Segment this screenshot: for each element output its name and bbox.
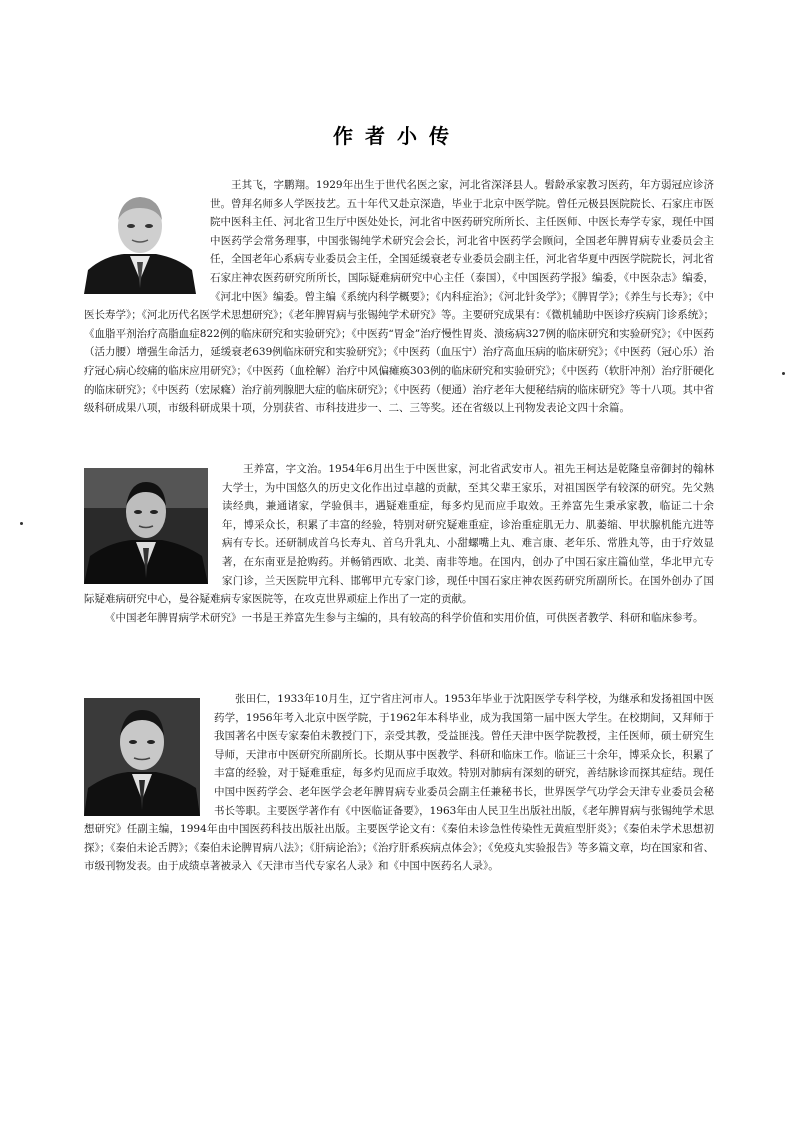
author-bio-1 [84, 176, 714, 418]
author-portrait-2 [84, 468, 208, 584]
bio-1-paragraph-1: 王其飞，字鹏翔。1929年出生于世代名医之家，河北省深泽县人。髫龄承家教习医药，年方弱冠应诊济世。曾拜名师多人学医技艺。五十年代又赴京深造，毕业于北京中医学院。曾任元极县医院院长、石家庄市医院中医科主任、河北省卫生厅中医处处长，河北省中医药研究所所长、主任医师、中医长寿学专家，现任中国中医药学会常务理事，中国张锡纯学术研究会会长，河北省中医药学会顾问，全国老年脾胃病专业委员会主任，全国老年心系病专业委员会主任，全国延缓衰老专业委员会副主任，河北省华夏中西医学院院长，河北省石家庄神农医药研究所所长，国际疑难病研究中心主任（泰国），《中国医药学报》编委，《中医杂志》编委，《河北中医》编委。曾主编《系统内科学概要》；《内科症治》；《河北针灸学》；《脾胃学》；《养生与长寿》；《中医长寿学》；《河北历代名医学术思想研究》；《老年脾胃病与张锡纯学术研究》等。主要研究成果有：《微机辅助中医诊疗疾病门诊系统》；《血脂平剂治疗高脂血症822例的临床研究和实验研究》；《中医药“胃金”治疗慢性胃炎、溃疡病327例的临床研究和实验研究》；《中医药（活力腰）增强生命活力，延缓衰老639例临床研究和实验研究》；《中医药（血压宁）治疗高血压病的临床研究》；《中医药（冠心乐）治疗冠心病心绞痛的临床应用研究》；《中医药（血栓解）治疗中风偏瘫痪303例的临床研究和实验研究》；《中医药（软肝冲剂）治疗肝硬化的临床研究》；《中医药（宏尿癃）治疗前列腺肥大症的临床研究》；《中医药（便通）治疗老年大便秘结病的临床研究》等十八项。其中省级科研成果八项，市级科研成果十项，分别获省、市科技进步一、二、三等奖。还在省级以上刊物发表论文四十余篇。 [84, 179, 714, 415]
author-bio-3 [84, 690, 714, 876]
author-bio-2 [84, 460, 714, 627]
scan-speck [782, 372, 785, 375]
bio-2-paragraph-1: 王养富，字文治。1954年6月出生于中医世家，河北省武安市人。祖先王柯达是乾隆皇帝御封的翰林大学士，为中国悠久的历史文化作出过卓越的贡献，至其父辈王家乐，对祖国医学有较深的研究。先父熟读经典，兼通诸家，学验俱丰，遇疑难重症，每多灼见而应手取效。王养富先生秉承家教，临证二十余年，博采众长，积累了丰富的经验，特别对研究疑难重症，诊治重症肌无力、肌萎缩、甲状腺机能亢进等病有专长。还研制成首乌长寿丸、首乌升乳丸、小甜螺嘴上丸、难言康、老年乐、常胜丸等，由于疗效显著，在东南亚是抢购药。并畅销西欧、北美、南非等地。在国内，创办了中国石家庄篇仙堂，华北甲亢专家门诊，兰天医院甲亢科、邯郸甲亢专家门诊，现任中国石家庄神农医药研究所副所长。在国外创办了国际疑难病研究中心，曼谷疑难病专家医院等，在攻克世界顽症上作出了一定的贡献。 [84, 463, 714, 606]
bio-3-paragraph-1: 张田仁，1933年10月生，辽宁省庄河市人。1953年毕业于沈阳医学专科学校，为继承和发扬祖国中医药学，1956年考入北京中医学院，于1962年本科毕业，成为我国第一届中医大学生。在校期间，又拜师于我国著名中医专家秦伯未教授门下，亲受其教，受益匪浅。曾任天津中医学院教授，主任医师，硕士研究生导师，天津市中医研究所副所长。长期从事中医教学、科研和临床工作。临证三十余年，博采众长，积累了丰富的经验，对于疑难重症，每多灼见而应手取效。特别对肺病有深刻的研究，善结脉诊而探其症结。现任中国中医药学会、老年医学会老年脾胃病专业委员会副主任兼秘书长，世界医学气功学会天津专业委员会秘书长等职。主要医学著作有《中医临证备要》，1963年由人民卫生出版社出版，《老年脾胃病与张锡纯学术思想研究》任副主编，1994年由中国医药科技出版社出版。主要医学论文有：《秦伯未诊急性传染性无黄疸型肝炎》；《秦伯未学术思想初探》；《秦伯未论舌腭》；《秦伯未论脾胃病八法》；《肝病论治》；《治疗肝系疾病点体会》；《免疫丸实验报告》等多篇文章，均在国家和省、市级刊物发表。由于成绩卓著被录入《天津市当代专家名人录》和《中国中医药名人录》。 [84, 693, 714, 873]
bio-2-paragraph-2: 《中国老年脾胃病学术研究》一书是王养富先生参与主编的，具有较高的科学价值和实用价值，可供医者教学、科研和临床参考。 [105, 611, 704, 624]
author-portrait-3 [84, 698, 200, 816]
author-portrait-1 [84, 184, 196, 294]
scan-speck [20, 522, 23, 525]
page-title: 作者小传 [333, 124, 461, 148]
